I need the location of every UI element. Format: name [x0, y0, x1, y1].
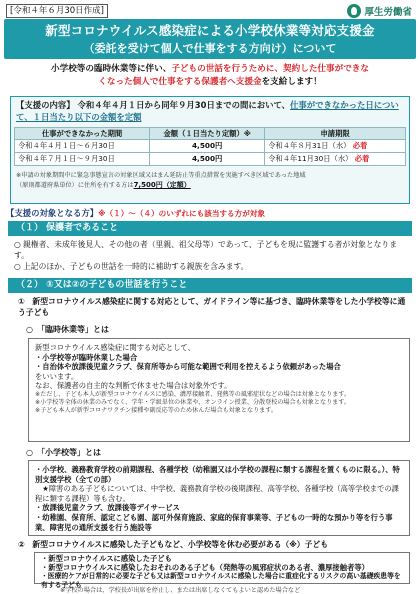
section-2-item-1: ① 新型コロナウイルス感染症に関する対応として、ガイドライン等に基づき、臨時休業等をした小学校等に通う子ども: [18, 297, 406, 317]
rinji-line: 新型コロナウイルス感染症に関する対応として、: [35, 343, 195, 352]
target-subtitle: ※（１）～（４）のいずれにも該当する方が対象: [98, 209, 265, 218]
rinji-line: をいいます。: [35, 371, 79, 381]
school-line: ★障害のある子どもについては、中学校、義務教育学校の後期課程、高等学校、各種学校（高等学校までの課程に類する課程）等も含む。: [35, 484, 399, 503]
support-heading: [16, 100, 404, 123]
section-1-bullet-1: [14, 240, 404, 261]
footnote: ※学校の場合は、学校長が出席を停止し、または出席しなくてもよいと認めた場合など: [60, 587, 301, 594]
intro-text: [8, 63, 412, 89]
section-1-bar: （１） 保護者であること: [8, 221, 412, 236]
support-note-line2-pre: （原則都道府県単位）に住所を有する方は: [16, 181, 134, 189]
title-banner: [4, 19, 416, 59]
deadline-date: 令和４年８月31日（水）: [268, 141, 351, 150]
section-2-bar: （２） ①又は②の子どもの世話を行うこと: [8, 278, 412, 293]
item-2-box: [34, 552, 410, 589]
row-amount: 4,500円: [150, 153, 265, 166]
support-heading-ul: 仕事ができなかった日について、１日当たり以下の金額を定額: [16, 100, 399, 122]
rinji-line: なお、保護者の自主的な判断で休ませた場合は対象外です。: [35, 381, 232, 391]
circle-bullet-icon: ○: [14, 240, 21, 249]
school-definition-box: [28, 460, 410, 536]
ministry-emblem-icon: [347, 4, 361, 18]
page-subtitle: （委託を受けて個人で仕事をする方向け）について: [83, 42, 337, 55]
school-line: ・小学校、義務教育学校の前期課程、各種学校（幼稚園又は小学校の課程に類する課程を置くものに限る。）、特別支援学校（全ての部）: [35, 465, 400, 484]
rinji-note: ※小学校等全体の休業のみでなく、学年・学級単位の休業や、オンライン授業、分散登校の場合も対象となります。: [35, 398, 350, 406]
bullet-text: 上記のほか、子どもの世話を一時的に補助する親族を含みます。: [23, 262, 249, 271]
circle-bullet-icon: ○: [14, 262, 21, 271]
target-heading: [6, 207, 265, 219]
rinji-line: ・小学校等が臨時休業した場合: [35, 352, 138, 362]
table-header-period: 仕事ができなかった期間: [15, 128, 150, 140]
item2-line: ・医療的ケアが日常的に必要な子ども又は新型コロナウイルスに感染した場合に重症化するリスクの高い基礎疾患等を有する子ども: [41, 572, 401, 589]
ministry-logo: [347, 4, 412, 18]
must-arrive-badge: 必着: [354, 154, 370, 163]
rinji-definition-box: [28, 338, 410, 442]
intro-line1-pre: 小学校等の臨時休業等に伴い、: [51, 64, 172, 74]
table-row: [15, 153, 406, 166]
section-1-bullet-2: [14, 262, 404, 273]
bullet-text: 親権者、未成年後見人、その他の者（里親、祖父母等）であって、子どもを現に監護する者が対象となります。: [14, 240, 398, 260]
support-note: [16, 172, 406, 190]
row-period: 令和４年４月１日～６月30日: [15, 140, 150, 153]
row-amount: 4,500円: [150, 140, 265, 153]
intro-line1-red: 子どもの世話を行うために、契約した仕事ができな: [171, 64, 369, 74]
table-row: [15, 140, 406, 153]
row-period: 令和４年７月１日～９月30日: [15, 153, 150, 166]
target-title: 【支援の対象となる方】: [6, 208, 99, 218]
section-2-item-2: ② 新型コロナウイルスに感染した子どもなど、小学校等を休む必要がある（※）子ども: [18, 540, 328, 549]
page-title: 新型コロナウイルス感染症による小学校休業等対応支援金: [45, 23, 375, 38]
school-label: ○ 「小学校等」とは: [26, 448, 101, 457]
support-heading-pre: 【支援の内容】 令和４年４月１日から同年９月30日までの間において、: [16, 100, 291, 110]
date-badge: [令和４年６月30日作成]: [6, 4, 108, 18]
payment-table: [14, 127, 406, 166]
deadline-date: 令和４年11月30日（水）: [268, 154, 353, 163]
support-note-line1: ※申請の対象期間中に緊急事態宣言の対象区域又はまん延防止等重点措置を実施すべき区域であった地域: [16, 172, 306, 179]
rinji-note: ※ただし、子ども本人が新型コロナウイルスに感染、濃厚接触者、発熱等の風邪症状などの場合は対象となります。: [35, 390, 351, 398]
must-arrive-badge: 必着: [352, 141, 368, 150]
intro-line2-post: を支給します！: [261, 77, 322, 87]
rinji-label: ○ 「臨時休業等」とは: [26, 325, 109, 334]
rinji-note: ※子ども本人が新型コロナワクチン接種や副反応等のため休んだ場合も対象となります。: [35, 406, 277, 414]
intro-line2-red: くなった個人で仕事をする保護者へ支援金: [98, 77, 262, 87]
table-header-deadline: 申請期限: [265, 128, 406, 140]
row-deadline: [265, 153, 406, 166]
table-header-amount: 金額（１日当たり定額）※: [150, 128, 265, 140]
rinji-line: ・自治体や放課後児童クラブ、保育所等から可能な範囲で利用を控えるよう依頼があった場合: [35, 362, 341, 372]
school-line: ・放課後児童クラブ、放課後等デイサービス: [35, 503, 180, 513]
support-note-amount: 7,500円（定額）: [133, 180, 191, 189]
item2-line: ・新型コロナウイルスに感染した子ども: [41, 554, 172, 563]
school-line: ・幼稚園、保育所、認定こども園、認可外保育施設、家庭的保育事業等、子どもの一時的な預かり等を行う事業、障害児の通所支援を行う施設等: [35, 512, 393, 532]
row-deadline: [265, 140, 406, 153]
item2-line: ・新型コロナウイルスに感染したおそれのある子ども（発熱等の風邪症状のある者、濃厚接触者等）: [41, 562, 369, 572]
ministry-name: 厚生労働省: [364, 7, 412, 18]
